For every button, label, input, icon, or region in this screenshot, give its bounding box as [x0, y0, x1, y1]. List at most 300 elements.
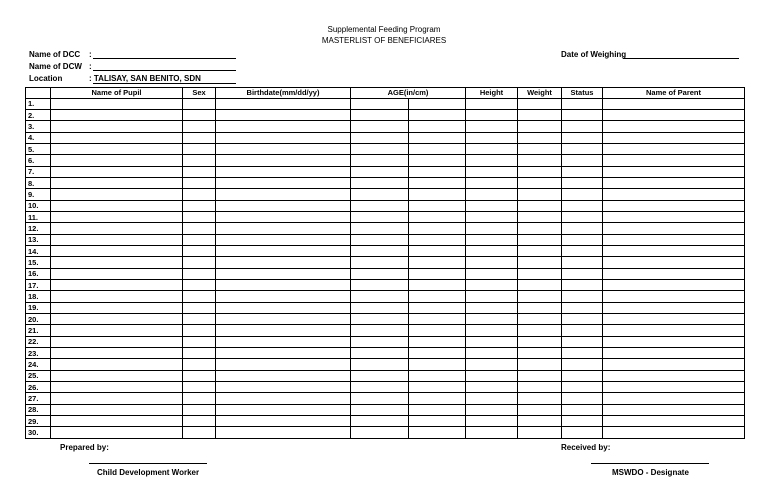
height-cell[interactable] [466, 382, 518, 393]
height-cell[interactable] [466, 109, 518, 120]
table-header-row [26, 88, 745, 99]
birthdate-cell[interactable] [216, 268, 351, 279]
weight-cell[interactable] [518, 189, 562, 200]
weight-cell[interactable] [518, 166, 562, 177]
weight-cell[interactable] [518, 223, 562, 234]
name-of-parent-cell[interactable] [603, 155, 745, 166]
height-cell[interactable] [466, 177, 518, 188]
age-cell-b[interactable] [409, 155, 466, 166]
birthdate-cell[interactable] [216, 427, 351, 438]
status-cell[interactable] [562, 416, 603, 427]
birthdate-cell[interactable] [216, 121, 351, 132]
age-cell-a[interactable] [351, 223, 409, 234]
height-cell[interactable] [466, 155, 518, 166]
name-of-pupil-cell[interactable] [51, 336, 183, 347]
row-number: 14. [26, 245, 51, 256]
age-cell-b[interactable] [409, 121, 466, 132]
age-cell-a[interactable] [351, 268, 409, 279]
sex-cell[interactable] [183, 404, 216, 415]
name-of-pupil-cell[interactable] [51, 200, 183, 211]
name-of-parent-cell[interactable] [603, 132, 745, 143]
name-of-pupil-cell[interactable] [51, 302, 183, 313]
age-cell-a[interactable] [351, 359, 409, 370]
name-of-pupil-cell[interactable] [51, 280, 183, 291]
weight-cell[interactable] [518, 348, 562, 359]
status-cell[interactable] [562, 166, 603, 177]
name-of-pupil-cell[interactable] [51, 325, 183, 336]
age-cell-b[interactable] [409, 189, 466, 200]
weight-cell[interactable] [518, 177, 562, 188]
header-name-of-parent: Name of Parent [603, 88, 745, 99]
birthdate-cell[interactable] [216, 325, 351, 336]
table-row [26, 280, 745, 291]
age-cell-a[interactable] [351, 155, 409, 166]
header-height: Height [466, 88, 518, 99]
age-cell-a[interactable] [351, 189, 409, 200]
sex-cell[interactable] [183, 143, 216, 154]
age-cell-a[interactable] [351, 314, 409, 325]
name-of-parent-cell[interactable] [603, 359, 745, 370]
sex-cell[interactable] [183, 166, 216, 177]
weight-cell[interactable] [518, 121, 562, 132]
height-cell[interactable] [466, 189, 518, 200]
age-cell-b[interactable] [409, 404, 466, 415]
height-cell[interactable] [466, 132, 518, 143]
weight-cell[interactable] [518, 280, 562, 291]
height-cell[interactable] [466, 211, 518, 222]
name-of-pupil-cell[interactable] [51, 257, 183, 268]
height-cell[interactable] [466, 98, 518, 109]
age-cell-a[interactable] [351, 245, 409, 256]
height-cell[interactable] [466, 121, 518, 132]
table-row [26, 223, 745, 234]
name-of-pupil-cell[interactable] [51, 155, 183, 166]
sex-cell[interactable] [183, 359, 216, 370]
status-cell[interactable] [562, 211, 603, 222]
age-cell-a[interactable] [351, 121, 409, 132]
status-cell[interactable] [562, 359, 603, 370]
weight-cell[interactable] [518, 382, 562, 393]
birthdate-cell[interactable] [216, 359, 351, 370]
status-cell[interactable] [562, 325, 603, 336]
weight-cell[interactable] [518, 404, 562, 415]
preparer-title: Child Development Worker [97, 468, 200, 477]
name-of-parent-cell[interactable] [603, 109, 745, 120]
sex-cell[interactable] [183, 348, 216, 359]
name-of-pupil-cell[interactable] [51, 166, 183, 177]
sex-cell[interactable] [183, 189, 216, 200]
name-of-pupil-cell[interactable] [51, 359, 183, 370]
birthdate-cell[interactable] [216, 382, 351, 393]
birthdate-cell[interactable] [216, 370, 351, 381]
age-cell-b[interactable] [409, 166, 466, 177]
birthdate-cell[interactable] [216, 109, 351, 120]
weight-cell[interactable] [518, 268, 562, 279]
birthdate-cell[interactable] [216, 155, 351, 166]
age-cell-b[interactable] [409, 325, 466, 336]
dcw-underline [93, 70, 236, 71]
name-of-pupil-cell[interactable] [51, 393, 183, 404]
name-of-parent-cell[interactable] [603, 98, 745, 109]
sex-cell[interactable] [183, 291, 216, 302]
height-cell[interactable] [466, 200, 518, 211]
age-cell-a[interactable] [351, 325, 409, 336]
row-number: 12. [26, 223, 51, 234]
name-of-parent-cell[interactable] [603, 416, 745, 427]
name-of-parent-cell[interactable] [603, 189, 745, 200]
age-cell-b[interactable] [409, 370, 466, 381]
age-cell-a[interactable] [351, 211, 409, 222]
birthdate-cell[interactable] [216, 211, 351, 222]
age-cell-b[interactable] [409, 393, 466, 404]
birthdate-cell[interactable] [216, 234, 351, 245]
sex-cell[interactable] [183, 370, 216, 381]
status-cell[interactable] [562, 98, 603, 109]
name-of-parent-cell[interactable] [603, 234, 745, 245]
height-cell[interactable] [466, 370, 518, 381]
name-of-pupil-cell[interactable] [51, 416, 183, 427]
height-cell[interactable] [466, 348, 518, 359]
sex-cell[interactable] [183, 121, 216, 132]
weight-cell[interactable] [518, 359, 562, 370]
height-cell[interactable] [466, 359, 518, 370]
weight-cell[interactable] [518, 98, 562, 109]
weight-cell[interactable] [518, 427, 562, 438]
name-of-parent-cell[interactable] [603, 427, 745, 438]
weight-cell[interactable] [518, 234, 562, 245]
status-cell[interactable] [562, 336, 603, 347]
sex-cell[interactable] [183, 211, 216, 222]
age-cell-b[interactable] [409, 223, 466, 234]
name-of-pupil-cell[interactable] [51, 177, 183, 188]
weight-cell[interactable] [518, 155, 562, 166]
status-cell[interactable] [562, 291, 603, 302]
status-cell[interactable] [562, 382, 603, 393]
table-row [26, 393, 745, 404]
received-by-signature-line[interactable] [591, 463, 709, 464]
row-number: 15. [26, 257, 51, 268]
weight-cell[interactable] [518, 393, 562, 404]
location-value[interactable]: : TALISAY, SAN BENITO, SDN [89, 74, 201, 83]
name-of-parent-cell[interactable] [603, 223, 745, 234]
table-row [26, 370, 745, 381]
height-cell[interactable] [466, 223, 518, 234]
sex-cell[interactable] [183, 302, 216, 313]
name-of-pupil-cell[interactable] [51, 427, 183, 438]
age-cell-b[interactable] [409, 143, 466, 154]
name-of-parent-cell[interactable] [603, 211, 745, 222]
status-cell[interactable] [562, 245, 603, 256]
age-cell-a[interactable] [351, 416, 409, 427]
name-of-pupil-cell[interactable] [51, 314, 183, 325]
age-cell-a[interactable] [351, 132, 409, 143]
age-cell-a[interactable] [351, 234, 409, 245]
height-cell[interactable] [466, 336, 518, 347]
weight-cell[interactable] [518, 291, 562, 302]
name-of-parent-cell[interactable] [603, 200, 745, 211]
name-of-parent-cell[interactable] [603, 370, 745, 381]
row-number: 28. [26, 404, 51, 415]
status-cell[interactable] [562, 257, 603, 268]
name-of-pupil-cell[interactable] [51, 121, 183, 132]
status-cell[interactable] [562, 223, 603, 234]
name-of-parent-cell[interactable] [603, 314, 745, 325]
age-cell-b[interactable] [409, 132, 466, 143]
status-cell[interactable] [562, 132, 603, 143]
birthdate-cell[interactable] [216, 143, 351, 154]
age-cell-b[interactable] [409, 359, 466, 370]
weight-cell[interactable] [518, 211, 562, 222]
age-cell-a[interactable] [351, 404, 409, 415]
name-of-pupil-cell[interactable] [51, 291, 183, 302]
birthdate-cell[interactable] [216, 393, 351, 404]
status-cell[interactable] [562, 404, 603, 415]
age-cell-b[interactable] [409, 336, 466, 347]
age-cell-b[interactable] [409, 109, 466, 120]
prepared-by-signature-line[interactable] [89, 463, 207, 464]
age-cell-b[interactable] [409, 234, 466, 245]
name-of-parent-cell[interactable] [603, 166, 745, 177]
height-cell[interactable] [466, 314, 518, 325]
age-cell-b[interactable] [409, 177, 466, 188]
birthdate-cell[interactable] [216, 302, 351, 313]
name-of-pupil-cell[interactable] [51, 370, 183, 381]
sex-cell[interactable] [183, 98, 216, 109]
name-of-parent-cell[interactable] [603, 348, 745, 359]
status-cell[interactable] [562, 234, 603, 245]
age-cell-a[interactable] [351, 427, 409, 438]
name-of-pupil-cell[interactable] [51, 348, 183, 359]
sex-cell[interactable] [183, 223, 216, 234]
name-of-parent-cell[interactable] [603, 268, 745, 279]
status-cell[interactable] [562, 177, 603, 188]
age-cell-b[interactable] [409, 211, 466, 222]
name-of-pupil-cell[interactable] [51, 98, 183, 109]
height-cell[interactable] [466, 280, 518, 291]
name-of-pupil-cell[interactable] [51, 109, 183, 120]
age-cell-a[interactable] [351, 302, 409, 313]
sex-cell[interactable] [183, 257, 216, 268]
name-of-parent-cell[interactable] [603, 121, 745, 132]
age-cell-a[interactable] [351, 98, 409, 109]
status-cell[interactable] [562, 370, 603, 381]
name-of-pupil-cell[interactable] [51, 223, 183, 234]
row-number: 18. [26, 291, 51, 302]
birthdate-cell[interactable] [216, 200, 351, 211]
status-cell[interactable] [562, 280, 603, 291]
table-row [26, 257, 745, 268]
age-cell-b[interactable] [409, 427, 466, 438]
status-cell[interactable] [562, 268, 603, 279]
birthdate-cell[interactable] [216, 314, 351, 325]
name-of-parent-cell[interactable] [603, 302, 745, 313]
status-cell[interactable] [562, 427, 603, 438]
name-of-parent-cell[interactable] [603, 336, 745, 347]
sex-cell[interactable] [183, 314, 216, 325]
weight-cell[interactable] [518, 257, 562, 268]
name-of-parent-cell[interactable] [603, 257, 745, 268]
weight-cell[interactable] [518, 132, 562, 143]
height-cell[interactable] [466, 427, 518, 438]
name-of-pupil-cell[interactable] [51, 132, 183, 143]
status-cell[interactable] [562, 314, 603, 325]
height-cell[interactable] [466, 302, 518, 313]
sex-cell[interactable] [183, 416, 216, 427]
height-cell[interactable] [466, 325, 518, 336]
status-cell[interactable] [562, 109, 603, 120]
age-cell-b[interactable] [409, 245, 466, 256]
name-of-parent-cell[interactable] [603, 177, 745, 188]
weight-cell[interactable] [518, 200, 562, 211]
table-row [26, 177, 745, 188]
birthdate-cell[interactable] [216, 416, 351, 427]
sex-cell[interactable] [183, 109, 216, 120]
age-cell-a[interactable] [351, 143, 409, 154]
sex-cell[interactable] [183, 336, 216, 347]
form-title: Supplemental Feeding Program [327, 25, 441, 34]
name-of-pupil-cell[interactable] [51, 143, 183, 154]
height-cell[interactable] [466, 393, 518, 404]
age-cell-a[interactable] [351, 280, 409, 291]
row-number: 22. [26, 336, 51, 347]
name-of-pupil-cell[interactable] [51, 189, 183, 200]
age-cell-a[interactable] [351, 336, 409, 347]
weight-cell[interactable] [518, 416, 562, 427]
birthdate-cell[interactable] [216, 223, 351, 234]
age-cell-a[interactable] [351, 370, 409, 381]
age-cell-b[interactable] [409, 416, 466, 427]
height-cell[interactable] [466, 257, 518, 268]
weight-cell[interactable] [518, 302, 562, 313]
height-cell[interactable] [466, 416, 518, 427]
sex-cell[interactable] [183, 177, 216, 188]
name-of-parent-cell[interactable] [603, 291, 745, 302]
height-cell[interactable] [466, 291, 518, 302]
status-cell[interactable] [562, 155, 603, 166]
age-cell-b[interactable] [409, 348, 466, 359]
birthdate-cell[interactable] [216, 166, 351, 177]
location-label: Location [29, 74, 63, 83]
height-cell[interactable] [466, 143, 518, 154]
status-cell[interactable] [562, 200, 603, 211]
birthdate-cell[interactable] [216, 348, 351, 359]
age-cell-a[interactable] [351, 166, 409, 177]
sex-cell[interactable] [183, 268, 216, 279]
sex-cell[interactable] [183, 234, 216, 245]
age-cell-b[interactable] [409, 280, 466, 291]
age-cell-a[interactable] [351, 109, 409, 120]
age-cell-a[interactable] [351, 348, 409, 359]
sex-cell[interactable] [183, 245, 216, 256]
name-of-parent-cell[interactable] [603, 404, 745, 415]
name-of-pupil-cell[interactable] [51, 245, 183, 256]
sex-cell[interactable] [183, 427, 216, 438]
sex-cell[interactable] [183, 382, 216, 393]
name-of-pupil-cell[interactable] [51, 382, 183, 393]
age-cell-b[interactable] [409, 98, 466, 109]
dcw-label: Name of DCW [29, 62, 82, 71]
status-cell[interactable] [562, 348, 603, 359]
birthdate-cell[interactable] [216, 245, 351, 256]
sex-cell[interactable] [183, 132, 216, 143]
age-cell-a[interactable] [351, 257, 409, 268]
weight-cell[interactable] [518, 370, 562, 381]
name-of-parent-cell[interactable] [603, 382, 745, 393]
birthdate-cell[interactable] [216, 189, 351, 200]
birthdate-cell[interactable] [216, 404, 351, 415]
name-of-pupil-cell[interactable] [51, 268, 183, 279]
sex-cell[interactable] [183, 280, 216, 291]
name-of-pupil-cell[interactable] [51, 234, 183, 245]
weight-cell[interactable] [518, 245, 562, 256]
age-cell-b[interactable] [409, 268, 466, 279]
height-cell[interactable] [466, 245, 518, 256]
birthdate-cell[interactable] [216, 336, 351, 347]
row-number: 21. [26, 325, 51, 336]
name-of-parent-cell[interactable] [603, 393, 745, 404]
height-cell[interactable] [466, 234, 518, 245]
weight-cell[interactable] [518, 109, 562, 120]
name-of-parent-cell[interactable] [603, 325, 745, 336]
birthdate-cell[interactable] [216, 177, 351, 188]
sex-cell[interactable] [183, 200, 216, 211]
height-cell[interactable] [466, 268, 518, 279]
name-of-parent-cell[interactable] [603, 280, 745, 291]
age-cell-a[interactable] [351, 177, 409, 188]
name-of-pupil-cell[interactable] [51, 404, 183, 415]
age-cell-b[interactable] [409, 314, 466, 325]
status-cell[interactable] [562, 393, 603, 404]
age-cell-b[interactable] [409, 382, 466, 393]
age-cell-b[interactable] [409, 200, 466, 211]
birthdate-cell[interactable] [216, 98, 351, 109]
birthdate-cell[interactable] [216, 280, 351, 291]
height-cell[interactable] [466, 166, 518, 177]
status-cell[interactable] [562, 302, 603, 313]
age-cell-a[interactable] [351, 393, 409, 404]
name-of-pupil-cell[interactable] [51, 211, 183, 222]
weight-cell[interactable] [518, 336, 562, 347]
status-cell[interactable] [562, 189, 603, 200]
weight-cell[interactable] [518, 143, 562, 154]
sex-cell[interactable] [183, 393, 216, 404]
birthdate-cell[interactable] [216, 257, 351, 268]
table-row [26, 121, 745, 132]
beneficiaries-table [25, 87, 745, 439]
name-of-parent-cell[interactable] [603, 245, 745, 256]
sex-cell[interactable] [183, 155, 216, 166]
birthdate-cell[interactable] [216, 132, 351, 143]
header-sex: Sex [183, 88, 216, 99]
age-cell-b[interactable] [409, 302, 466, 313]
age-cell-b[interactable] [409, 257, 466, 268]
height-cell[interactable] [466, 404, 518, 415]
age-cell-b[interactable] [409, 291, 466, 302]
birthdate-cell[interactable] [216, 291, 351, 302]
age-cell-a[interactable] [351, 200, 409, 211]
status-cell[interactable] [562, 143, 603, 154]
table-row [26, 404, 745, 415]
weight-cell[interactable] [518, 325, 562, 336]
age-cell-a[interactable] [351, 382, 409, 393]
row-number: 26. [26, 382, 51, 393]
sex-cell[interactable] [183, 325, 216, 336]
status-cell[interactable] [562, 121, 603, 132]
age-cell-a[interactable] [351, 291, 409, 302]
name-of-parent-cell[interactable] [603, 143, 745, 154]
weight-cell[interactable] [518, 314, 562, 325]
header-age: AGE(in/cm) [351, 88, 466, 99]
